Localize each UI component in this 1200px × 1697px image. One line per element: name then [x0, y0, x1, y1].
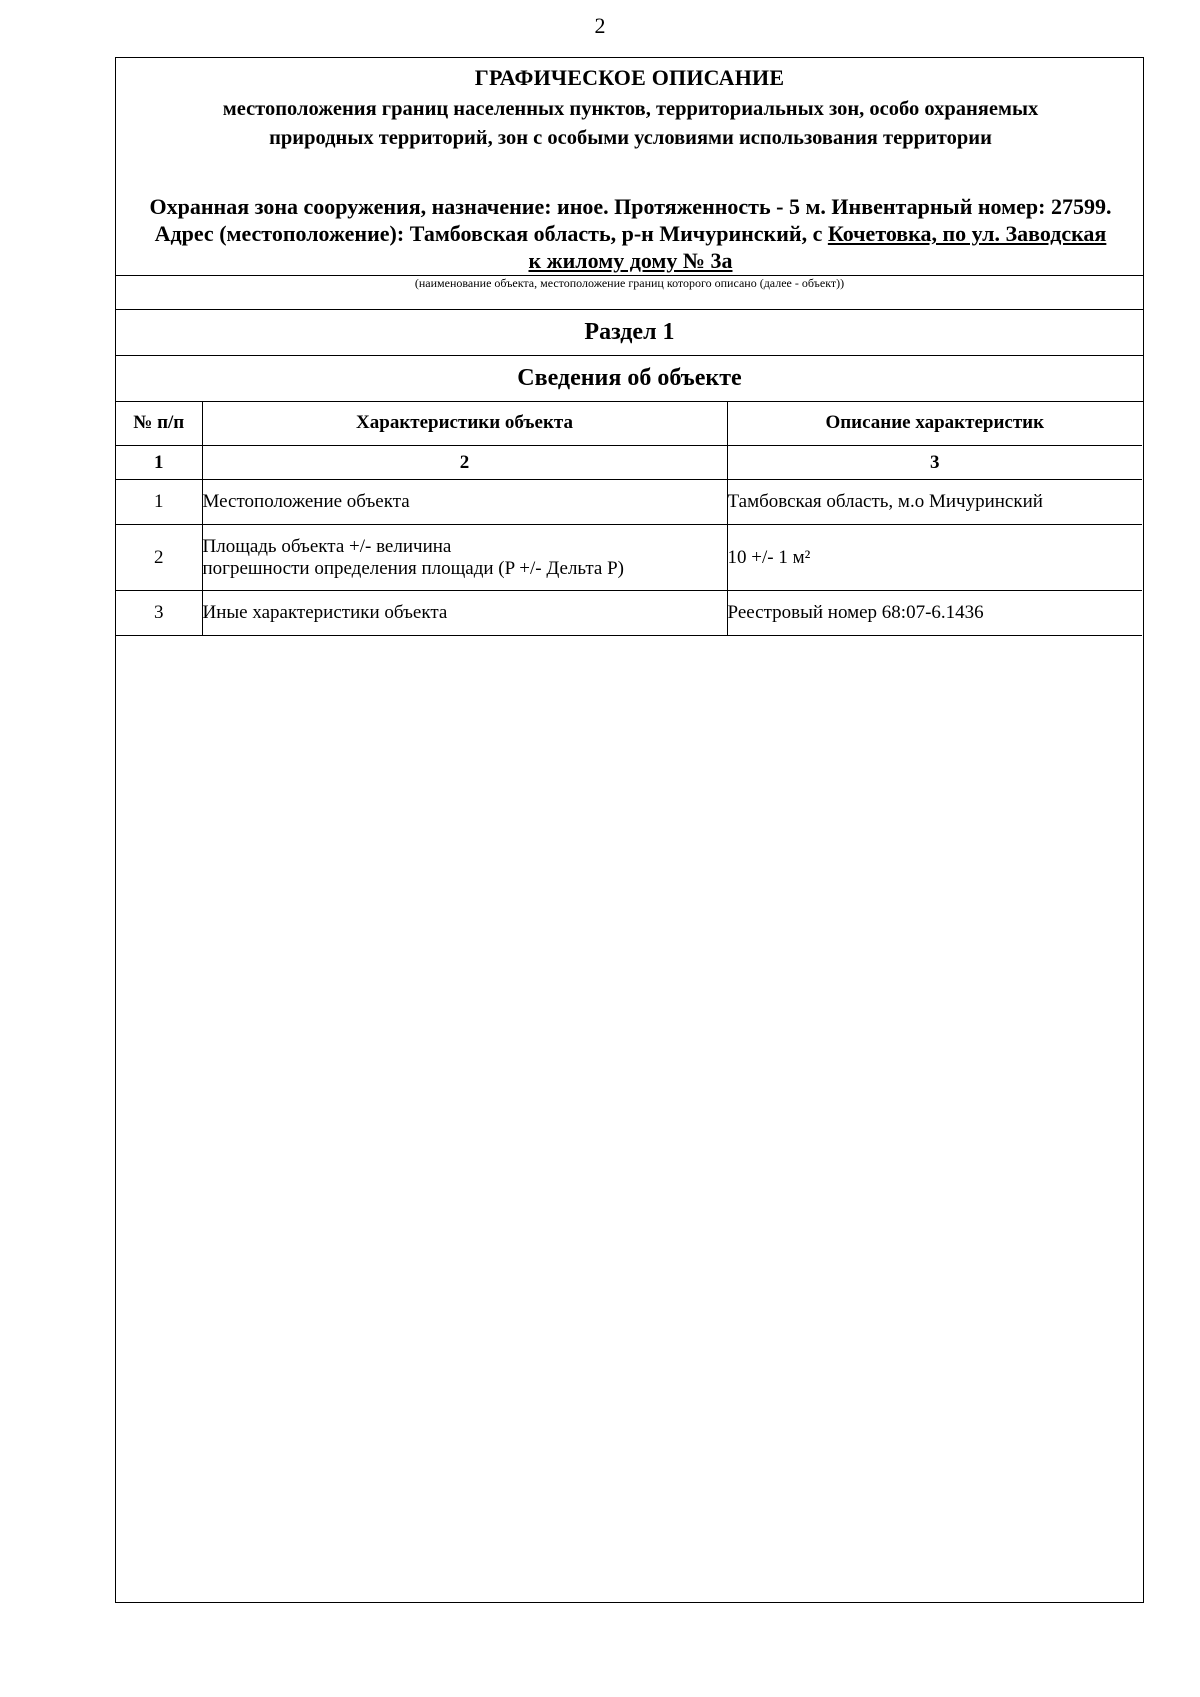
- object-name-underlined: Кочетовка, по ул. Заводская к жилому дому № 3а: [528, 221, 1107, 273]
- section-heading: Сведения об объекте: [116, 356, 1143, 402]
- row-description: Тамбовская область, м.о Мичуринский: [727, 480, 1142, 525]
- section-label: Раздел 1: [116, 310, 1143, 356]
- row-number: 1: [116, 480, 202, 525]
- column-header-description: Описание характеристик: [727, 401, 1142, 446]
- table-row: [116, 591, 1142, 636]
- row-characteristic-line1: Местоположение объекта: [202, 491, 410, 512]
- object-info-table: [116, 401, 1142, 636]
- object-caption: (наименование объекта, местоположение границ которого описано (далее - объект)): [414, 276, 845, 290]
- page-number: 2: [594, 13, 606, 38]
- column-header-number: № п/п: [116, 401, 202, 446]
- table-row: [116, 525, 1142, 591]
- object-caption-row: [116, 275, 1143, 310]
- table-header-row: [116, 401, 1142, 446]
- row-characteristic-line2: погрешности определения площади (P +/- Дельта P): [202, 557, 624, 579]
- row-description: Реестровый номер 68:07-6.1436: [727, 591, 1142, 636]
- table-row: [116, 480, 1142, 525]
- document-header: [116, 58, 1143, 276]
- table-column-number-row: [116, 446, 1142, 480]
- row-number: 2: [116, 525, 202, 591]
- column-header-characteristic: Характеристики объекта: [202, 401, 727, 446]
- row-description: 10 +/- 1 м²: [727, 525, 1142, 591]
- row-number: 3: [116, 591, 202, 636]
- row-characteristic: [202, 525, 727, 591]
- object-name-text: Охранная зона сооружения, назначение: иное. Протяженность - 5 м. Инвентарный номер: 27599. Адрес (местоположение): Тамбовская область, р-н Мичуринский, с: [149, 194, 1112, 246]
- column-number-3: 3: [727, 446, 1142, 480]
- document-subtitle: местоположения границ населенных пунктов, территориальных зон, особо охраняемых природных территорий, зон с особыми условиями использования территории: [222, 98, 1039, 149]
- document-title: ГРАФИЧЕСКОЕ ОПИСАНИЕ: [474, 65, 785, 90]
- document-frame: [115, 57, 1144, 1603]
- object-name: [146, 193, 1115, 274]
- row-characteristic-line1: Площадь объекта +/- величина: [202, 535, 452, 557]
- row-characteristic: [202, 480, 727, 525]
- column-number-1: 1: [116, 446, 202, 480]
- column-number-2: 2: [202, 446, 727, 480]
- row-characteristic: [202, 591, 727, 636]
- row-characteristic-line1: Иные характеристики объекта: [202, 602, 448, 623]
